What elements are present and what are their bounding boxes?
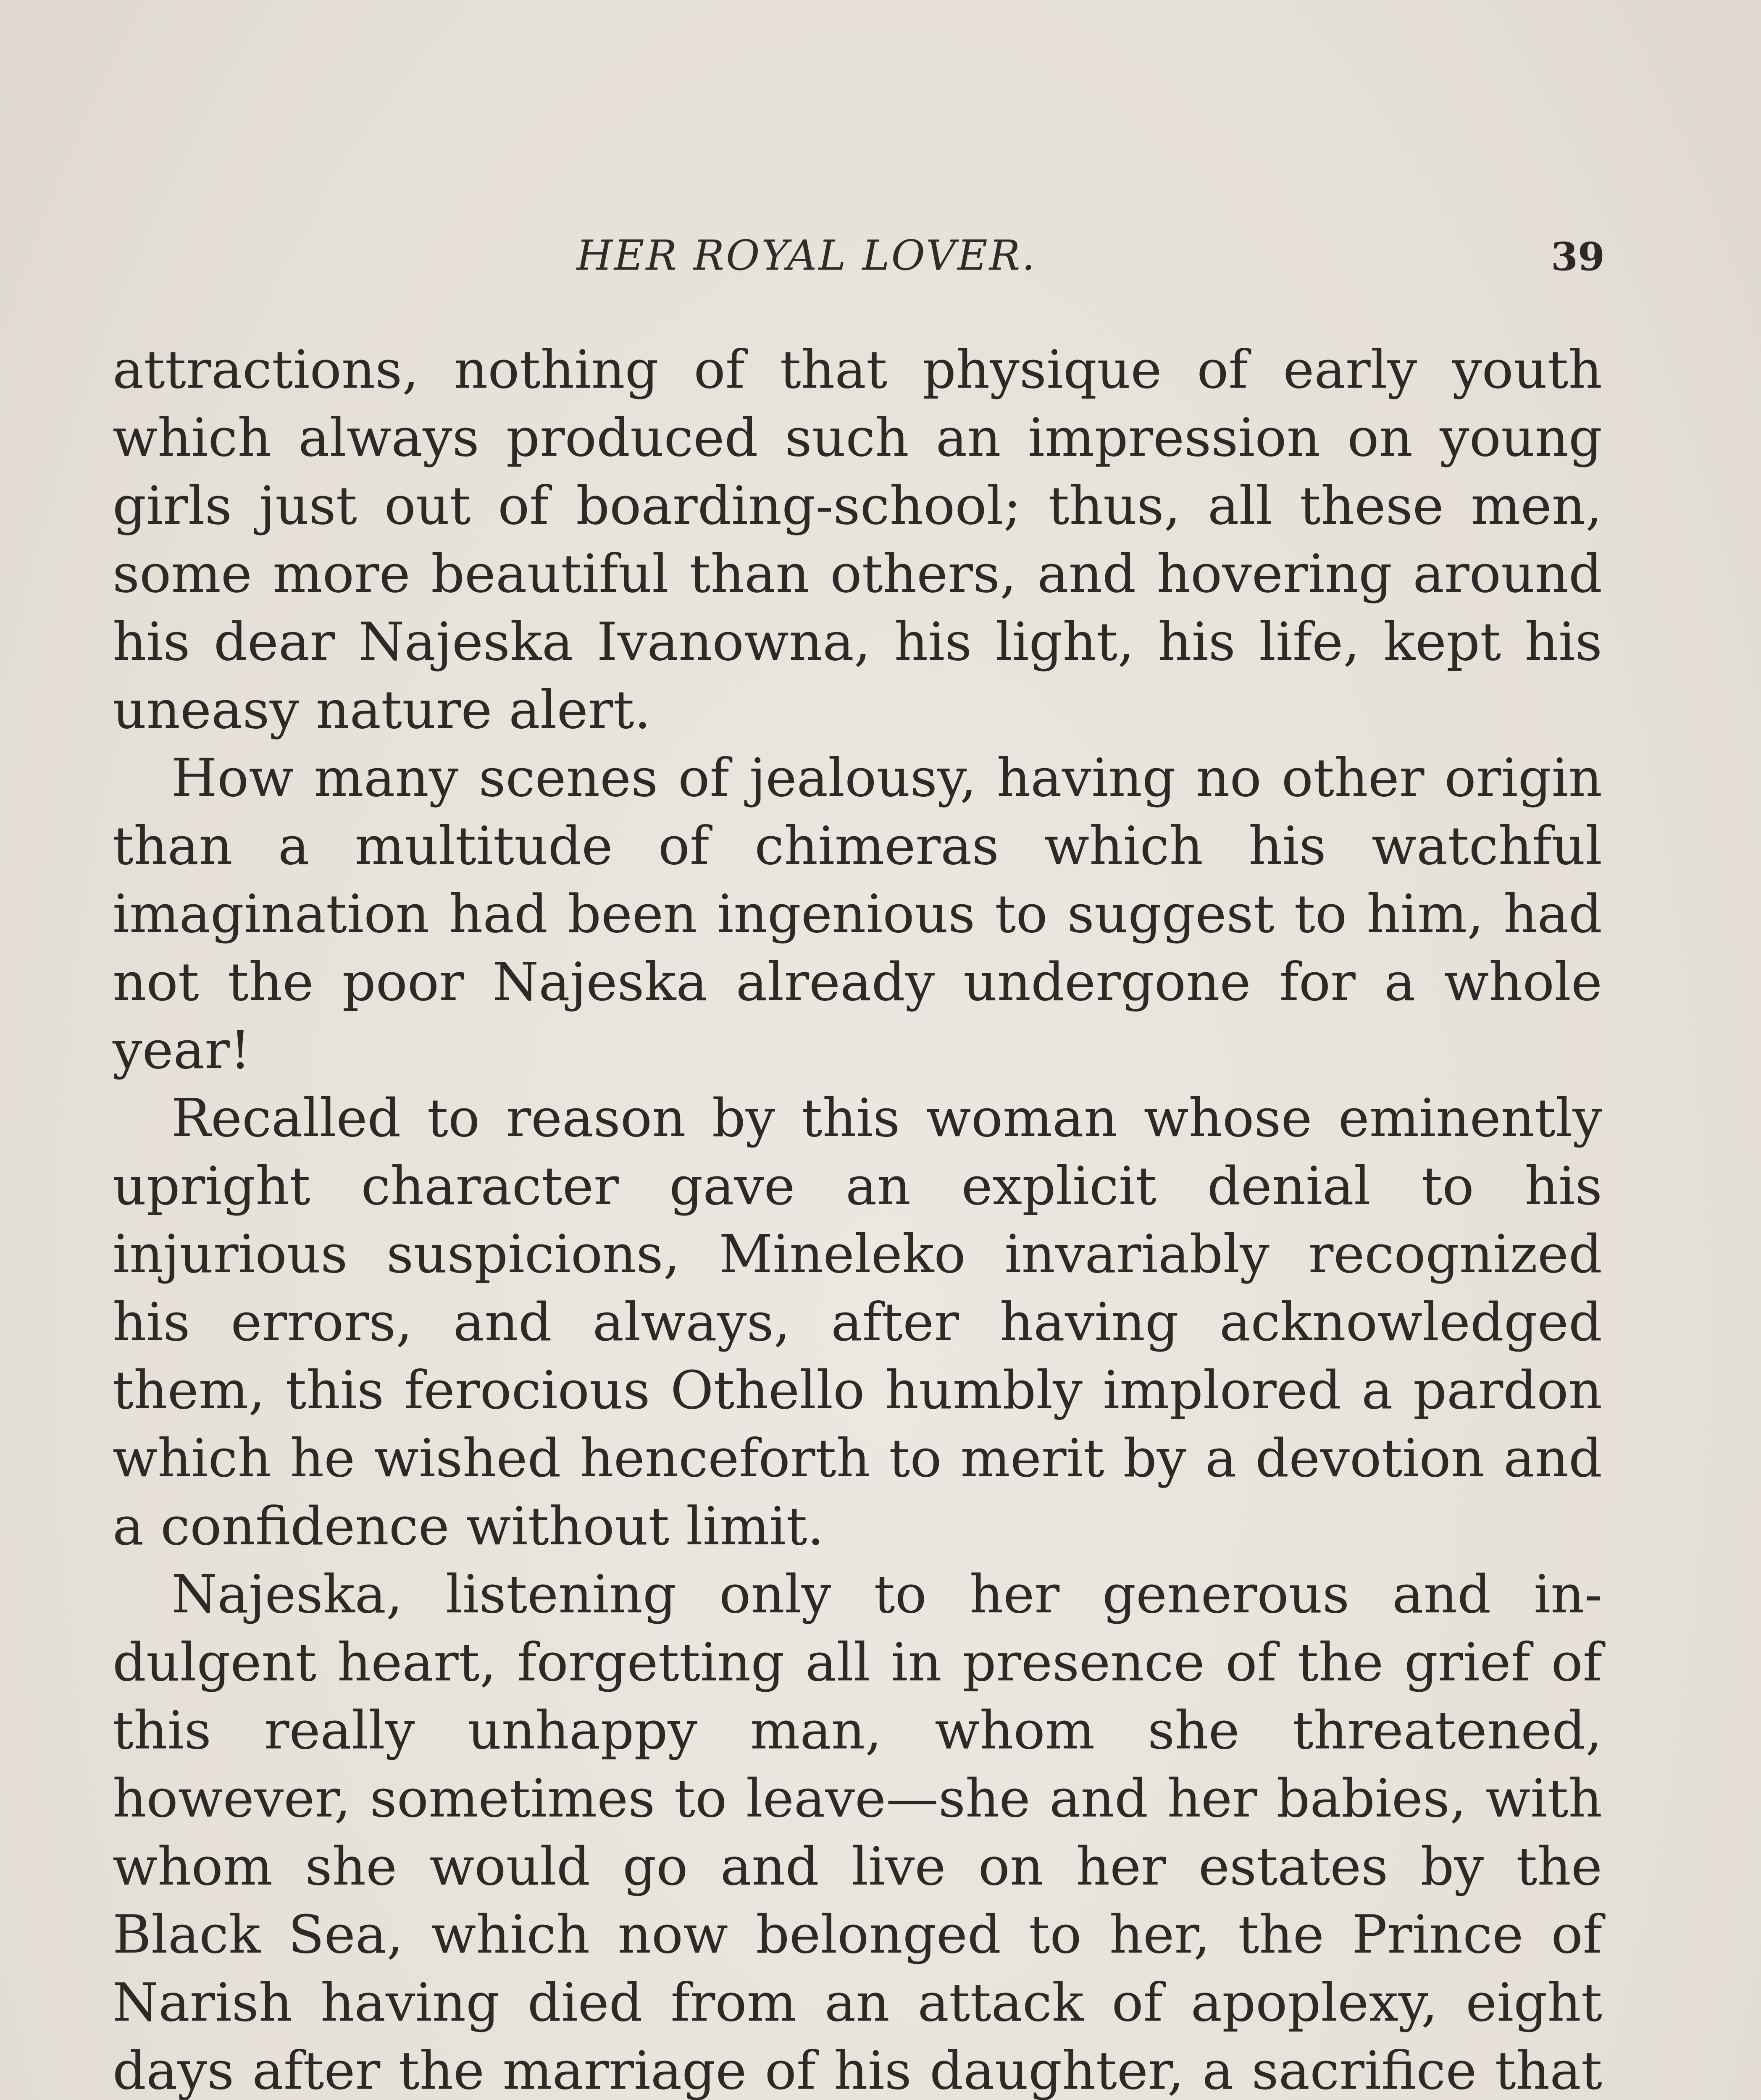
paragraph: attractions, nothing of that physique of early youth which always produced such an impression on young girls just out of boarding-school; thus, all these men, some more beautiful than others, and hovering around his dear Najeska Ivanowna, his light, his life, kept his uneasy nature alert. bbox=[113, 339, 1602, 740]
page-number: 39 bbox=[1551, 234, 1605, 279]
paragraph: How many scenes of jealousy, having no other origin than a multitude of chimeras which his watchful imagination had been ingenious to suggest to him, had not the poor Najeska already undergone for a whole year! bbox=[113, 748, 1602, 1081]
running-header: HER ROYAL LOVER. bbox=[576, 232, 1037, 280]
paragraph: Najeska, listening only to her generous and indulgent heart, forgetting all in presence of the grief of this really unhappy man, whom she threatened, however, sometimes to leave—she and her babies, with whom she would go and live on her estates by the Black Sea, which now belonged to her, the Prince of Narish having died from an attack of apoplexy, eight days after the marriage of his daughter, a sacrifice that bbox=[113, 1564, 1602, 2100]
body-text bbox=[113, 336, 1602, 2100]
paragraph: Recalled to reason by this woman whose eminently upright character gave an explicit denial to his injurious suspicions, Mineleko invariably recognized his errors, and always, after having acknowledged them, this ferocious Othello humbly implored a pardon which he wished henceforth to merit by a devotion and a confidence without limit. bbox=[113, 1088, 1602, 1557]
